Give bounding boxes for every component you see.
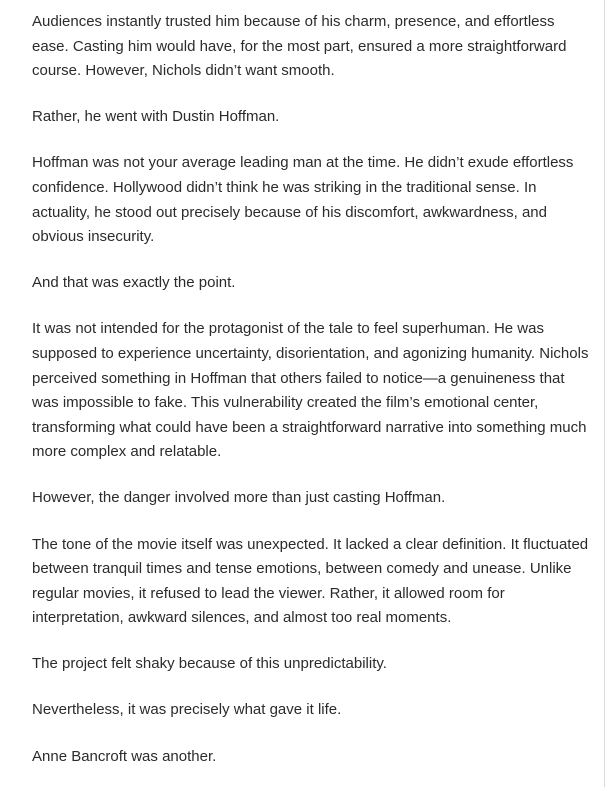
paragraph: It was not intended for the protagonist of the tale to feel superhuman. He was supposed to experience uncertainty, disorientation, and agonizing humanity. Nichols perceived something in Hoffman that others failed to notice—a genuineness that was impossible to fake. This vulnerability created the film’s emotional center, transforming what could have been a straightforward narrative into something much more complex and relatable. — [32, 320, 589, 461]
paragraph: Hoffman was not your average leading man at the time. He didn’t exude effortless confidence. Hollywood didn’t think he was striking in the traditional sense. In actuality, he stood out precisely because of his discomfort, awkwardness, and obvious insecurity. — [32, 154, 574, 246]
paragraph: However, the danger involved more than just casting Hoffman. — [32, 489, 446, 507]
paragraph: Nevertheless, it was precisely what gave it life. — [32, 701, 342, 719]
paragraph: Rather, he went with Dustin Hoffman. — [32, 108, 280, 126]
article-body — [32, 10, 592, 791]
paragraph: The project felt shaky because of this unpredictability. — [32, 655, 387, 673]
paragraph: Anne Bancroft was another. — [32, 747, 217, 765]
paragraph: The tone of the movie itself was unexpected. It lacked a clear definition. It fluctuated between tranquil times and tense emotions, between comedy and unease. Unlike regular movies, it refused to lead the viewer. Rather, it allowed room for interpretation, awkward silences, and almost too real moments. — [32, 535, 589, 627]
paragraph: And that was exactly the point. — [32, 274, 236, 292]
paragraph: Audiences instantly trusted him because of his charm, presence, and effortless ease. Casting him would have, for the most part, ensured a more straightforward course. However, Nichols didn’t want smooth. — [32, 13, 567, 80]
